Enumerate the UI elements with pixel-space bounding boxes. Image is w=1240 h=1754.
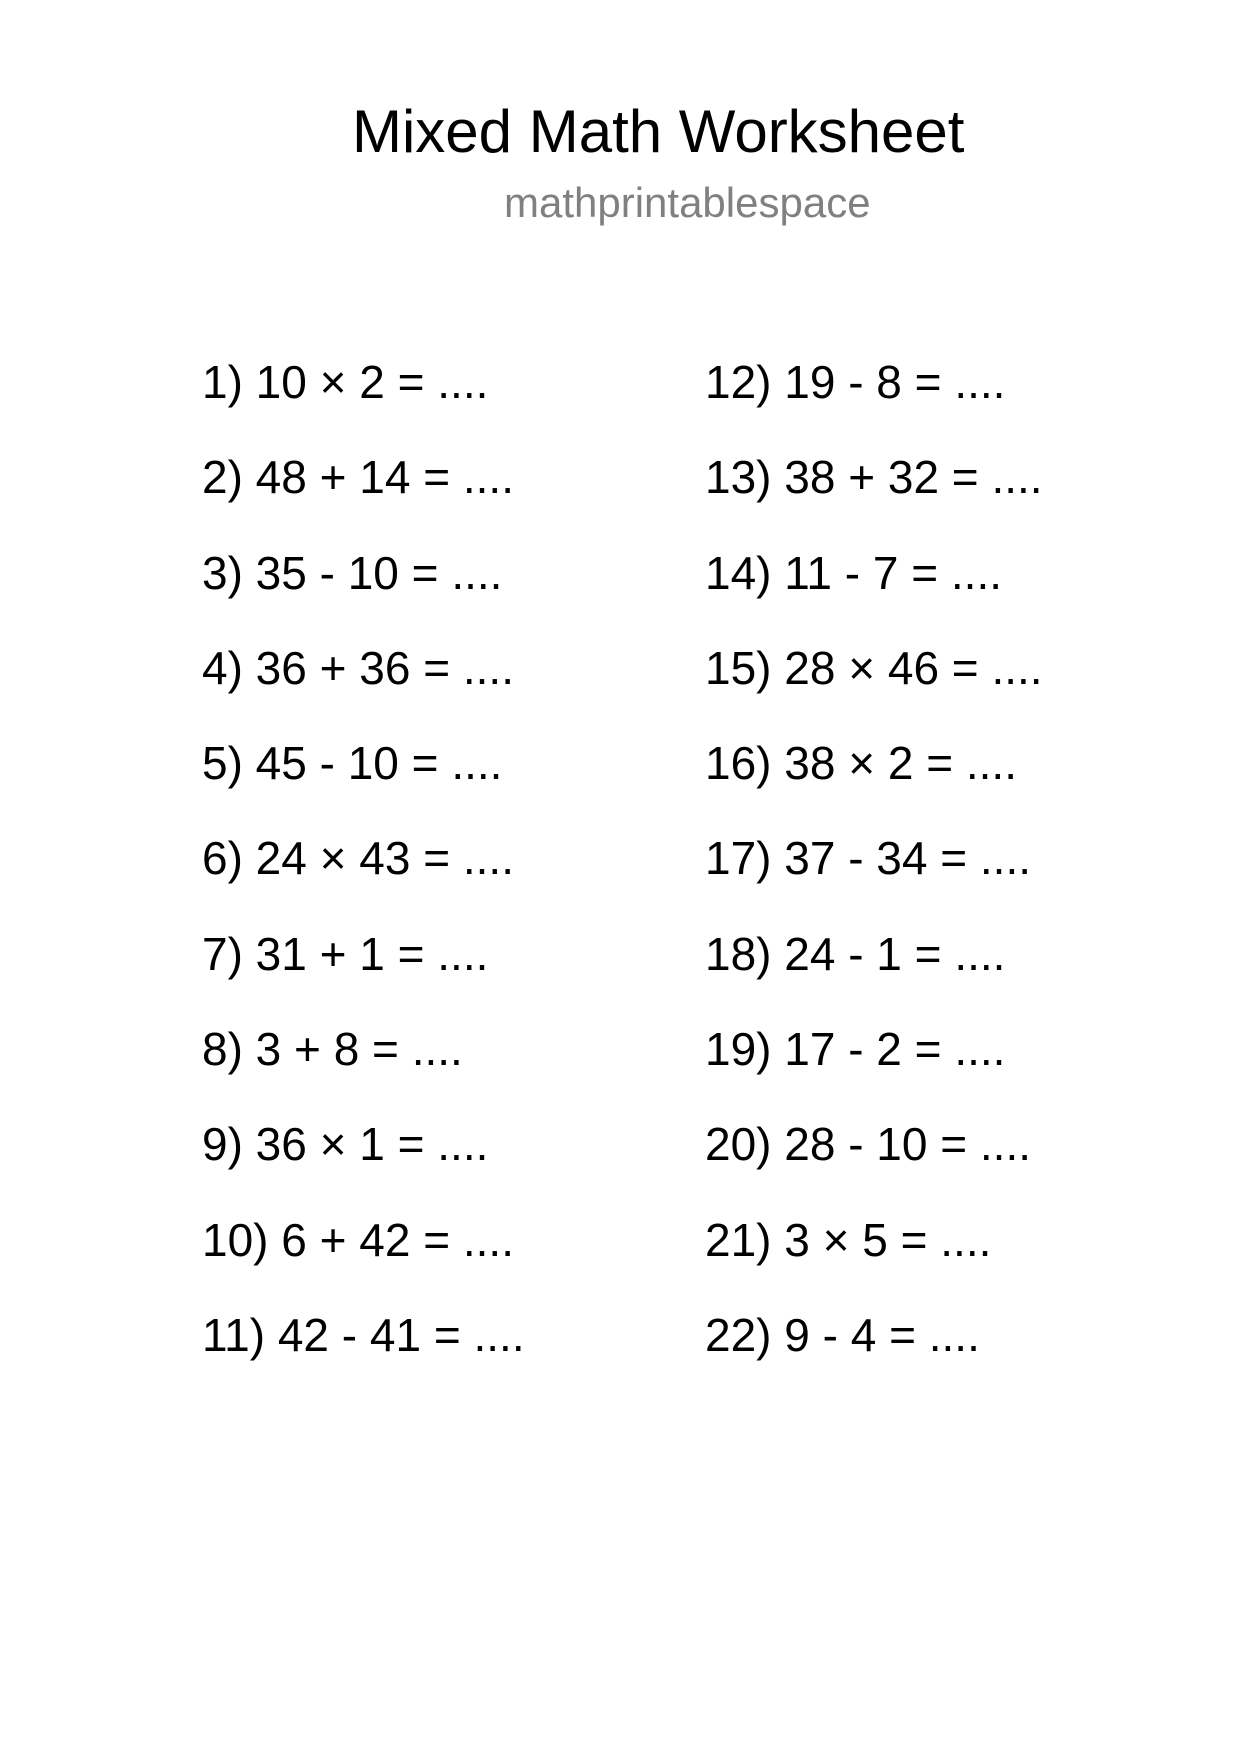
problem-item: 15) 28 × 46 = ....: [705, 641, 1043, 694]
problem-item: 17) 37 - 34 = ....: [705, 832, 1032, 885]
problem-item: 19) 17 - 2 = ....: [705, 1023, 1006, 1076]
problems-left-column: [202, 352, 525, 1400]
problem-item: 20) 28 - 10 = ....: [705, 1118, 1032, 1171]
problem-item: 9) 36 × 1 = ....: [202, 1118, 489, 1171]
problem-item: 1) 10 × 2 = ....: [202, 356, 489, 408]
problem-item: 7) 31 + 1 = ....: [202, 927, 489, 980]
problem-item: 16) 38 × 2 = ....: [705, 737, 1017, 790]
problem-item: 5) 45 - 10 = ....: [202, 737, 503, 790]
page-title: Mixed Math Worksheet: [352, 98, 965, 165]
problem-item: 18) 24 - 1 = ....: [705, 927, 1006, 980]
problem-item: 10) 6 + 42 = ....: [202, 1213, 514, 1266]
problem-item: 4) 36 + 36 = ....: [202, 641, 514, 694]
problem-item: 13) 38 + 32 = ....: [705, 451, 1043, 504]
problem-item: 12) 19 - 8 = ....: [705, 356, 1006, 408]
problem-item: 14) 11 - 7 = ....: [705, 546, 1003, 599]
problem-item: 6) 24 × 43 = ....: [202, 832, 514, 885]
problem-item: 11) 42 - 41 = ....: [202, 1308, 525, 1361]
problem-item: 21) 3 × 5 = ....: [705, 1213, 992, 1266]
problem-item: 3) 35 - 10 = ....: [202, 546, 503, 599]
subtitle: mathprintablespace: [504, 179, 871, 226]
problem-item: 22) 9 - 4 = ....: [705, 1308, 980, 1361]
problems-right-column: [705, 352, 1043, 1400]
problem-item: 2) 48 + 14 = ....: [202, 451, 514, 504]
problem-item: 8) 3 + 8 = ....: [202, 1023, 463, 1076]
